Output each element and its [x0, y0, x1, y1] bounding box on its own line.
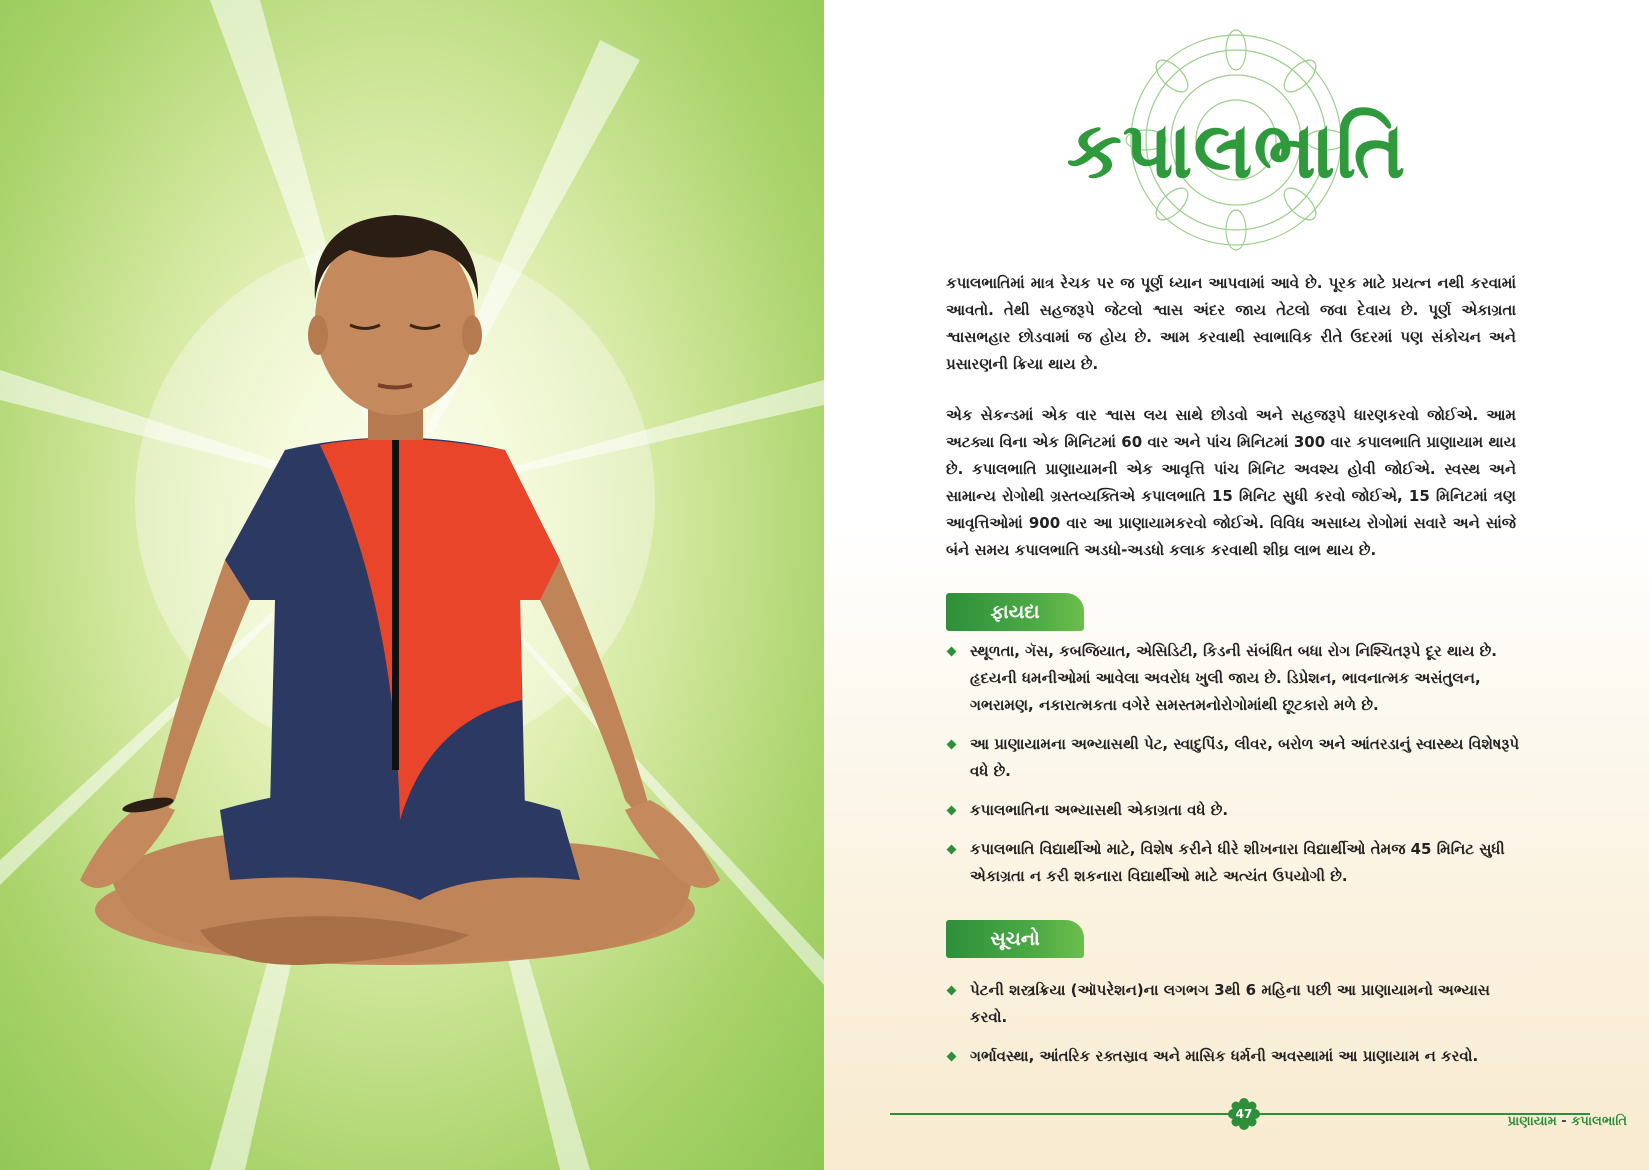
diamond-bullet-icon — [947, 647, 957, 657]
running-footer — [1508, 1114, 1627, 1129]
boy-meditating-illustration — [0, 0, 824, 1170]
list-item-text: સ્થૂળતા, ગૅસ, કબજિયાત, એસિડિટી, કિડની સંબંધિત બધા રોગ નિશ્ચિતરૂપે દૂર થાય છે. હૃદયની ધમનીઓમાં આવેલા અવરોધ ખુલી જાય છે. ડિપ્રેશન, ભાવનાત્મક અસંતુલન, ગભરામણ, નકારાત્મકતા વગેરે સમસ્તમનોરોગોમાંથી છૂટકારો મળે છે. — [970, 642, 1497, 714]
list-item — [946, 638, 1531, 719]
photo-panel — [0, 0, 824, 1170]
footer-section: પ્રાણાયામ — [1507, 1114, 1557, 1129]
list-item — [946, 836, 1531, 890]
diamond-bullet-icon — [947, 1052, 957, 1062]
cautions-list — [946, 977, 1531, 1082]
intro-paragraph: કપાલભાતિમાં માત્ર રેચક પર જ પૂર્ણ ધ્યાન આપવામાં આવે છે. પૂરક માટે પ્રયત્ન નથી કરવામાં આવતો. તેથી સહજરૂપે જેટલો શ્વાસ અંદર જાય તેટલો જવા દેવાય છે. પૂર્ણ એકાગ્રતા શ્વાસભહાર છોડવામાં જ હોય છે. આમ કરવાથી સ્વાભાવિક રીતે ઉદરમાં પણ સંકોચન અને પ્રસારણની ક્રિયા થાય છે. — [946, 274, 1516, 373]
diamond-bullet-icon — [947, 806, 957, 816]
list-item-text: આ પ્રાણાયામના અભ્યાસથી પેટ, સ્વાદુપિંડ, લીવર, બરોળ અને આંતરડાનું સ્વાસ્થ્ય વિશેષરૂપે વધે છે. — [970, 735, 1520, 780]
list-item — [946, 1043, 1531, 1070]
list-item-text: પેટની શસ્ત્રક્રિયા (ઑપરેશન)ના લગભગ 3થી 6 મહિના પછી આ પ્રાણાયામનો અભ્યાસ કરવો. — [970, 981, 1490, 1026]
page-number-badge — [1228, 1098, 1260, 1130]
diamond-bullet-icon — [947, 845, 957, 855]
footer-topic: કપાલભાતિ — [1571, 1114, 1627, 1129]
list-item — [946, 977, 1531, 1031]
list-item — [946, 731, 1531, 785]
method-paragraph: એક સેકન્ડમાં એક વાર શ્વાસ લય સાથે છોડવો અને સહજરૂપે ધારણકરવો જોઈએ. આમ અટક્યા વિના એક મિનિટમાં 60 વાર અને પાંચ મિનિટમાં 300 વાર કપાલભાતિ પ્રાણાયામ થાય છે. કપાલભાતિ પ્રાણાયામની એક આવૃત્તિ પાંચ મિનિટ અવશ્ય હોવી જોઈએ. સ્વસ્થ અને સામાન્ય રોગોથી ગ્રસ્તવ્યક્તિએ કપાલભાતિ 15 મિનિટ સુધી કરવો જોઈએ, 15 મિનિટમાં ત્રણ આવૃત્તિઓમાં 900 વાર આ પ્રાણાયામકરવો જોઈએ. વિવિધ અસાધ્ય રોગોમાં સવારે અને સાંજે બંને સમય કપાલભાતિ અડધો-અડધો કલાક કરવાથી શીઘ્ર લાભ થાય છે. — [946, 406, 1516, 559]
page-title: કપાલભાતિ — [1066, 106, 1407, 196]
list-item-text: કપાલભાતિના અભ્યાસથી એકાગ્રતા વધે છે. — [970, 801, 1229, 819]
list-item — [946, 797, 1531, 824]
footer-separator: - — [1556, 1114, 1572, 1129]
list-item-text: ગર્ભાવસ્થા, આંતરિક રક્તસ્રાવ અને માસિક ધર્મની અવસ્થામાં આ પ્રાણાયામ ન કરવો. — [970, 1047, 1479, 1065]
benefits-list — [946, 638, 1531, 902]
list-item-text: કપાલભાતિ વિદ્યાર્થીઓ માટે, વિશેષ કરીને ધીરે શીખનારા વિદ્યાર્થીઓ તેમજ 45 મિનિટ સુધી એકાગ્રતા ન કરી શકનારા વિદ્યાર્થીઓ માટે અત્યંત ઉપયોગી છે. — [970, 840, 1505, 885]
benefits-heading: ફાયદા — [946, 593, 1084, 631]
diamond-bullet-icon — [947, 740, 957, 750]
diamond-bullet-icon — [947, 986, 957, 996]
cautions-heading: સૂચનો — [946, 920, 1084, 958]
page-number: 47 — [1235, 1107, 1253, 1121]
text-panel — [824, 0, 1649, 1170]
